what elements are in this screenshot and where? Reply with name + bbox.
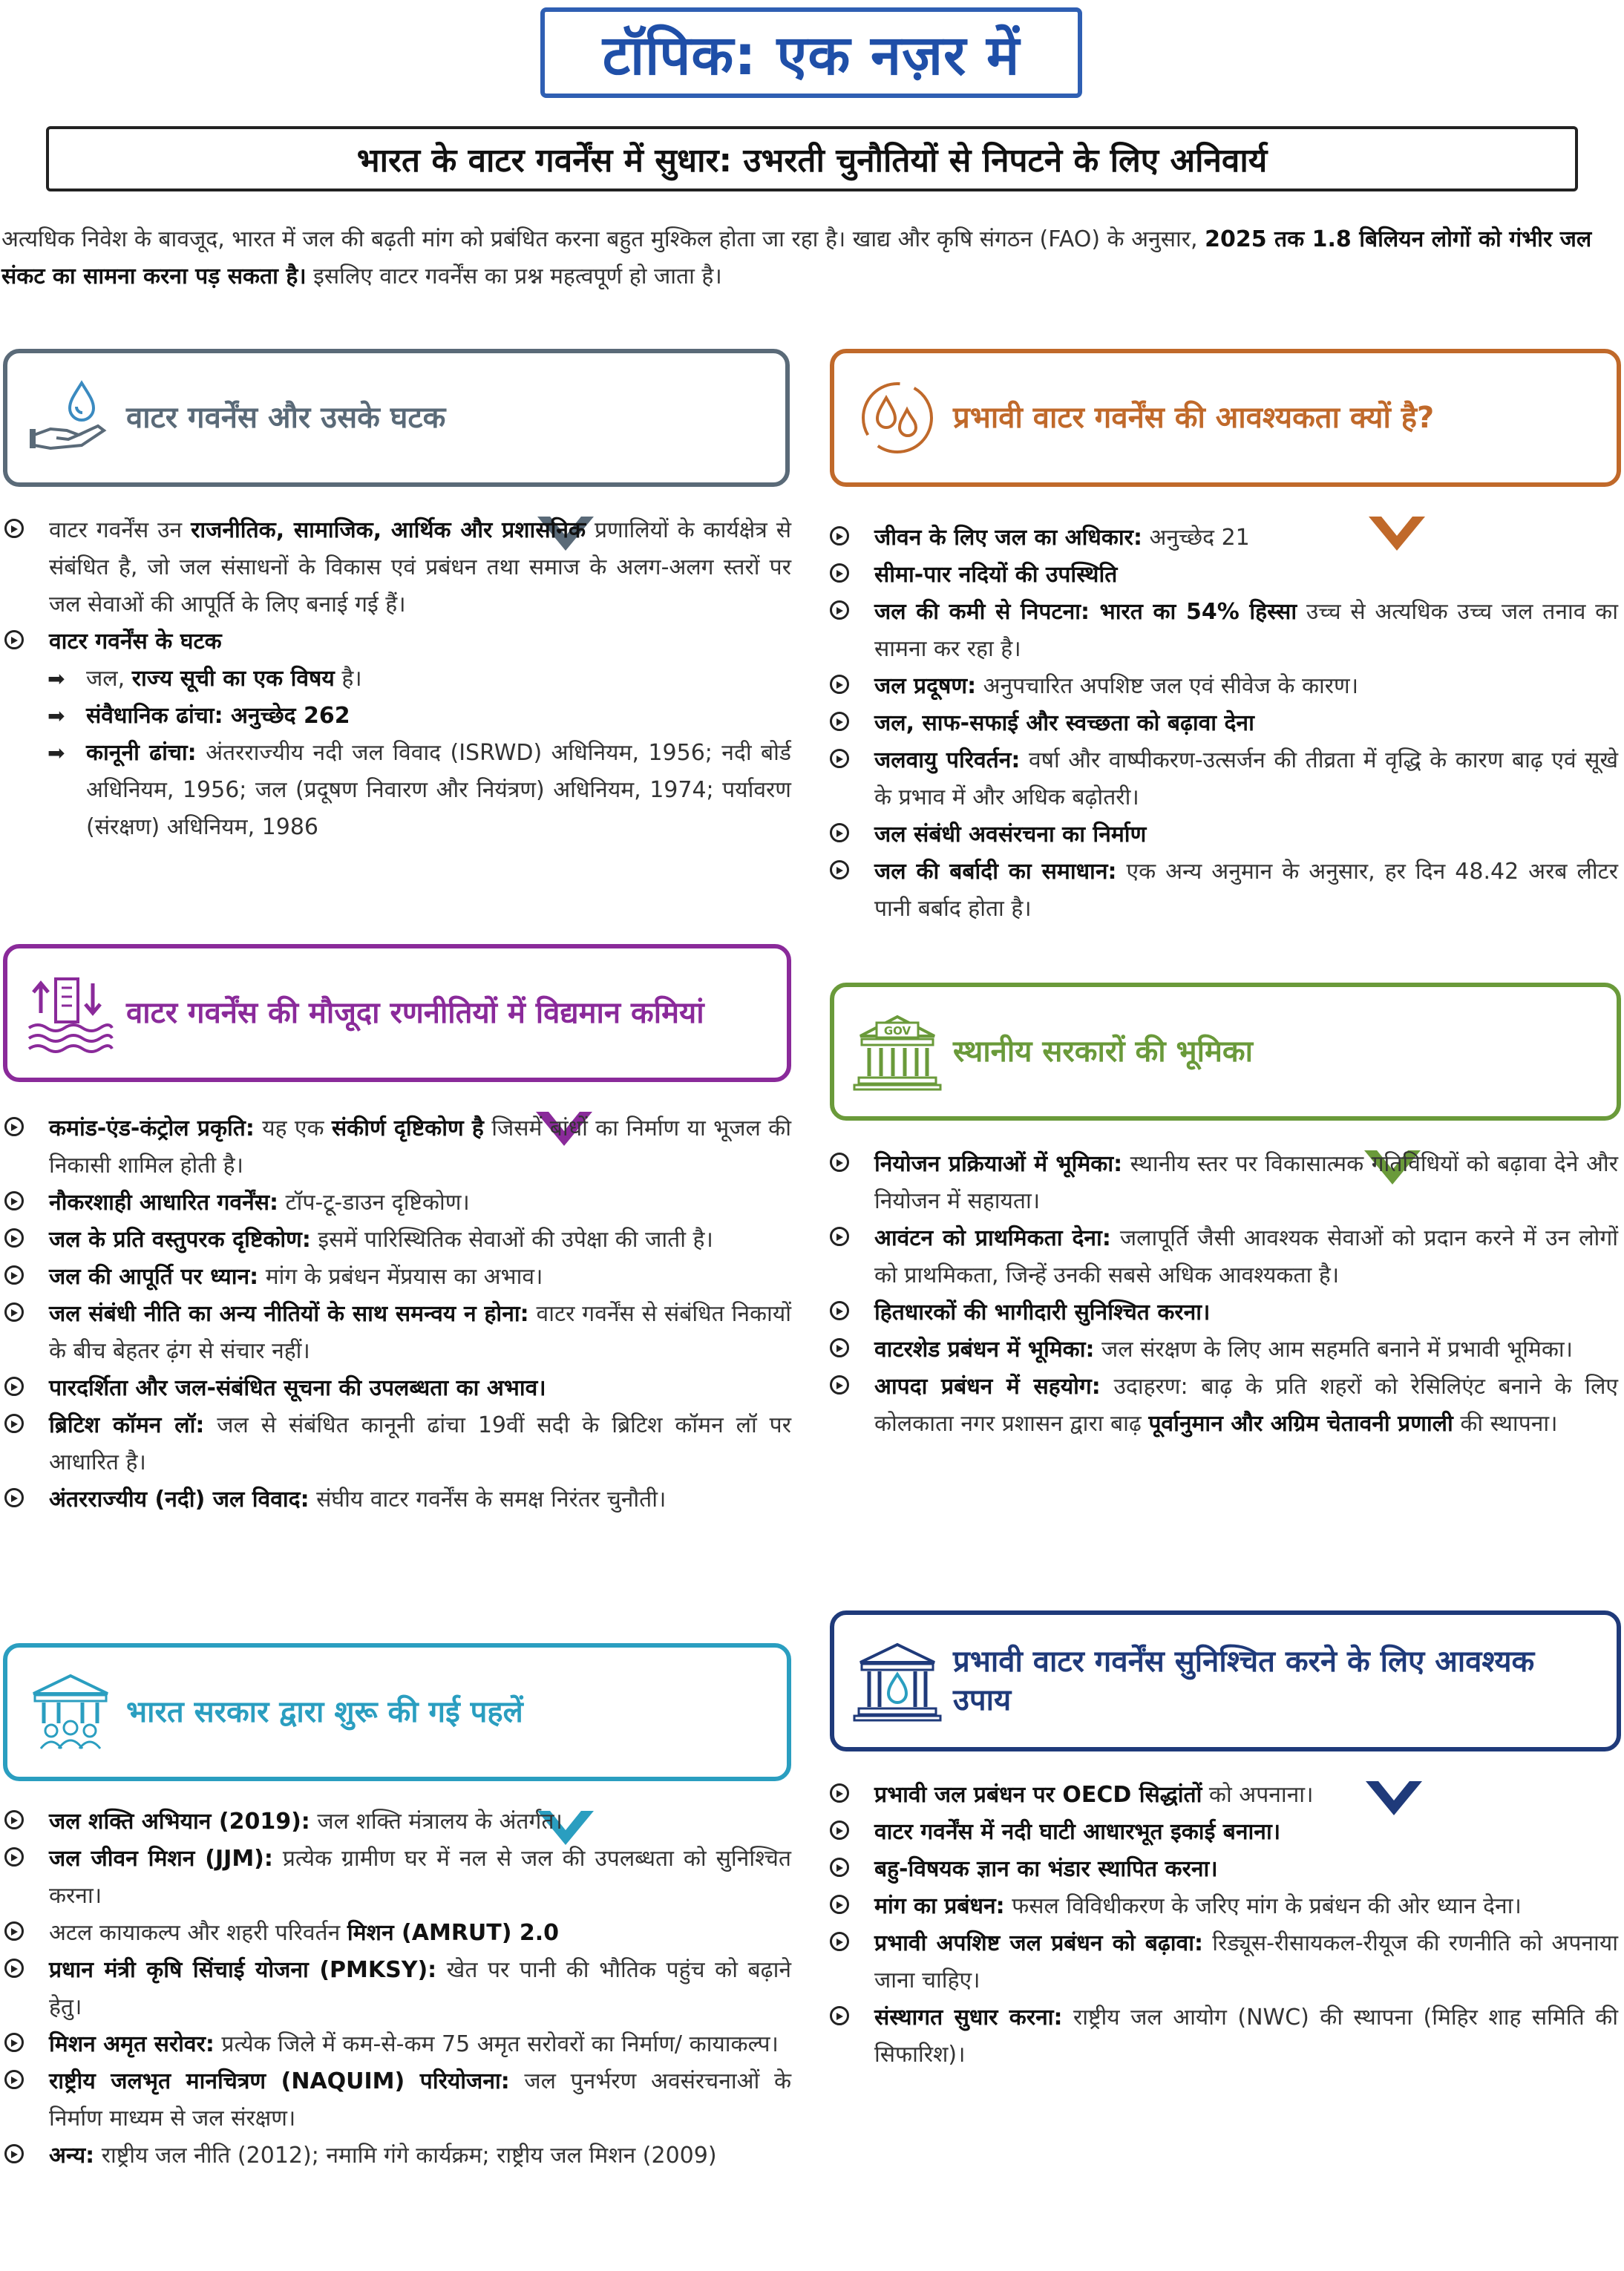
section-4-title: स्थानीय सरकारों की भूमिका — [953, 1035, 1253, 1069]
list-item: जल की कमी से निपटना: भारत का 54% हिस्सा उच्च से अत्यधिक उच्च जल तनाव का सामना कर रहा है। — [830, 594, 1618, 668]
sub-list-item: ➡ जल, राज्य सूची का एक विषय है। — [4, 661, 791, 698]
list-item: जीवन के लिए जल का अधिकार: अनुच्छेद 21 — [830, 520, 1618, 557]
intro-text-bold: 2025 तक 1.8 बिलियन लोगों को गंभीर जल संकट का सामना करना पड़ सकता है। — [1, 226, 1592, 289]
arrow-icon: ➡ — [48, 741, 65, 765]
list-item: जल की आपूर्ति पर ध्यान: मांग के प्रबंधन मेंप्रयास का अभाव। — [4, 1259, 791, 1296]
list-item: मिशन अमृत सरोवर: प्रत्येक जिले में कम-से-कम 75 अमृत सरोवरों का निर्माण/ कायाकल्प। — [4, 2026, 791, 2063]
list-item: वाटर गवर्नेंस उन राजनीतिक, सामाजिक, आर्थिक और प्रशासनिक प्रणालियों के कार्यक्षेत्र से संबंधित है, जो जल संसाधनों के विकास एवं प्रबंधन तथा समाज के अलग-अलग स्तरों पर जल सेवाओं की आपूर्ति के लिए बनाई गई हैं। — [4, 512, 791, 623]
list-item: अन्य: राष्ट्रीय जल नीति (2012); नमामि गंगे कार्यक्रम; राष्ट्रीय जल मिशन (2009) — [4, 2137, 791, 2175]
sub-list-item: ➡ कानूनी ढांचा: अंतरराज्यीय नदी जल विवाद (ISRWD) अधिनियम, 1956; नदी बोर्ड अधिनियम, 1956; जल (प्रदूषण निवारण और नियंत्रण) अधिनियम, 1974; पर्यावरण (संरक्षण) अधिनियम, 1986 — [4, 735, 791, 846]
list-item: अटल कायाकल्प और शहरी परिवर्तन मिशन (AMRUT) 2.0 — [4, 1915, 791, 1952]
section-3-list — [4, 1110, 791, 1518]
list-item: जल संबंधी नीति का अन्य नीतियों के साथ समन्वय न होना: वाटर गवर्नेंस से संबंधित निकायों के बीच बेहतर ढ़ंग से संचार नहीं। — [4, 1296, 791, 1370]
section-3-title: वाटर गवर्नेंस की मौजूदा रणनीतियों में विद्यमान कमियां — [126, 996, 704, 1030]
list-item: जल जीवन मिशन (JJM): प्रत्येक ग्रामीण घर में नल से जल की उपलब्धता को सुनिश्चित करना। — [4, 1841, 791, 1915]
section-required-measures-header — [830, 1610, 1621, 1751]
water-hand-icon — [15, 370, 126, 466]
arrow-icon: ➡ — [48, 666, 65, 691]
section-5-list — [4, 1803, 791, 2175]
sub-list-item: ➡ संवैधानिक ढांचा: अनुच्छेद 262 — [4, 698, 791, 735]
list-item: हितधारकों की भागीदारी सुनिश्चित करना। — [830, 1294, 1618, 1331]
list-item: अंतरराज्यीय (नदी) जल विवाद: संघीय वाटर गवर्नेंस के समक्ष निरंतर चुनौती। — [4, 1481, 791, 1518]
list-item: प्रधान मंत्री कृषि सिंचाई योजना (PMKSY): खेत पर पानी की भौतिक पहुंच को बढ़ाने हेतु। — [4, 1952, 791, 2026]
list-item: जल शक्ति अभियान (2019): जल शक्ति मंत्रालय के अंतर्गत। — [4, 1803, 791, 1841]
svg-text:GOV: GOV — [883, 1024, 911, 1038]
section-need-effective-governance-header — [830, 349, 1621, 487]
topic-title: टॉपिक: एक नज़र में — [540, 7, 1082, 98]
section-6-title: प्रभावी वाटर गवर्नेंस सुनिश्चित करने के लिए आवश्यक उपाय — [953, 1645, 1535, 1717]
list-item: प्रभावी अपशिष्ट जल प्रबंधन को बढ़ावा: रिड्यूस-रीसायकल-रीयूज की रणनीति को अपनाया जाना चाहिए। — [830, 1925, 1618, 1999]
list-item: जल के प्रति वस्तुपरक दृष्टिकोण: इसमें पारिस्थितिक सेवाओं की उपेक्षा की जाती है। — [4, 1222, 791, 1259]
list-item: कमांड-एंड-कंट्रोल प्रकृति: यह एक संकीर्ण दृष्टिकोण है जिसमें बांधों का निर्माण या भूजल की निकासी शामिल होती है। — [4, 1110, 791, 1184]
section-4-list — [830, 1146, 1618, 1443]
section-6-list — [830, 1777, 1618, 2074]
page-subtitle: भारत के वाटर गवर्नेंस में सुधार: उभरती चुनौतियों से निपटने के लिए अनिवार्य — [46, 126, 1578, 191]
list-item: राष्ट्रीय जलभृत मानचित्रण (NAQUIM) परियोजना: जल पुनर्भरण अवसंरचनाओं के निर्माण माध्यम से जल संरक्षण। — [4, 2063, 791, 2137]
arrow-icon: ➡ — [48, 704, 65, 728]
list-item: नौकरशाही आधारित गवर्नेंस: टॉप-टू-डाउन दृष्टिकोण। — [4, 1184, 791, 1222]
intro-text-1: अत्यधिक निवेश के बावजूद, भारत में जल की बढ़ती मांग को प्रबंधित करना बहुत मुश्किल होता जा रहा है। खाद्य और कृषि संगठन (FAO) के अनुसार, — [1, 226, 1205, 252]
list-item: सीमा-पार नदियों की उपस्थिति — [830, 557, 1618, 594]
section-existing-gaps-header — [3, 944, 791, 1082]
list-item: जल की बर्बादी का समाधान: एक अन्य अनुमान के अनुसार, हर दिन 48.42 अरब लीटर पानी बर्बाद होता है। — [830, 853, 1618, 928]
list-item: पारदर्शिता और जल-संबंधित सूचना की उपलब्धता का अभाव। — [4, 1370, 791, 1407]
list-item: जलवायु परिवर्तन: वर्षा और वाष्पीकरण-उत्सर्जन की तीव्रता में वृद्धि के कारण बाढ़ एवं सूखे के प्रभाव में और अधिक बढ़ोतरी। — [830, 742, 1618, 816]
list-item: जल संबंधी अवसंरचना का निर्माण — [830, 816, 1618, 853]
water-temple-icon — [842, 1633, 953, 1729]
section-5-title: भारत सरकार द्वारा शुरू की गई पहलें — [126, 1695, 523, 1729]
list-item: वाटरशेड प्रबंधन में भूमिका: जल संरक्षण के लिए आम सहमति बनाने में प्रभावी भूमिका। — [830, 1331, 1618, 1369]
government-people-icon — [15, 1664, 126, 1760]
list-item: ब्रिटिश कॉमन लॉ: जल से संबंधित कानूनी ढांचा 19वीं सदी के ब्रिटिश कॉमन लॉ पर आधारित है। — [4, 1407, 791, 1481]
section-water-governance-components-header — [3, 349, 790, 487]
water-drops-cycle-icon — [842, 370, 953, 466]
list-item: प्रभावी जल प्रबंधन पर OECD सिद्धांतों को अपनाना। — [830, 1777, 1618, 1814]
list-item: नियोजन प्रक्रियाओं में भूमिका: स्थानीय स्तर पर विकासात्मक गतिविधियों को बढ़ावा देने और नियोजन में सहायता। — [830, 1146, 1618, 1220]
section-2-title: प्रभावी वाटर गवर्नेंस की आवश्यकता क्यों है? — [953, 401, 1435, 435]
list-item: जल प्रदूषण: अनुपचारित अपशिष्ट जल एवं सीवेज के कारण। — [830, 668, 1618, 705]
list-item: वाटर गवर्नेंस के घटक — [4, 623, 791, 661]
list-item: बहु-विषयक ज्ञान का भंडार स्थापित करना। — [830, 1851, 1618, 1888]
intro-text-2: इसलिए वाटर गवर्नेंस का प्रश्न महत्वपूर्ण हो जाता है। — [306, 263, 722, 289]
list-item: वाटर गवर्नेंस में नदी घाटी आधारभूत इकाई बनाना। — [830, 1814, 1618, 1851]
section-local-government-role-header — [830, 983, 1621, 1121]
section-2-list — [830, 520, 1618, 928]
water-level-icon — [15, 965, 126, 1061]
section-government-initiatives-header — [3, 1643, 791, 1781]
section-1-list — [4, 512, 791, 846]
section-1-title: वाटर गवर्नेंस और उसके घटक — [126, 401, 446, 435]
intro-paragraph — [1, 221, 1620, 295]
gov-building-icon — [842, 1003, 953, 1100]
list-item: मांग का प्रबंधन: फसल विविधीकरण के जरिए मांग के प्रबंधन की ओर ध्यान देना। — [830, 1888, 1618, 1925]
list-item: आवंटन को प्राथमिकता देना: जलापूर्ति जैसी आवश्यक सेवाओं को प्रदान करने में उन लोगों को प्राथमिकता, जिन्हें उनकी सबसे अधिक आवश्यकता है। — [830, 1220, 1618, 1294]
list-item: संस्थागत सुधार करना: राष्ट्रीय जल आयोग (NWC) की स्थापना (मिहिर शाह समिति की सिफारिश)। — [830, 1999, 1618, 2074]
list-item: आपदा प्रबंधन में सहयोग: उदाहरण: बाढ़ के प्रति शहरों को रेसिलिएंट बनाने के लिए कोलकाता नगर प्रशासन द्वारा बाढ़ पूर्वानुमान और अग्रिम चेतावनी प्रणाली की स्थापना। — [830, 1369, 1618, 1443]
list-item: जल, साफ-सफाई और स्वच्छता को बढ़ावा देना — [830, 705, 1618, 742]
